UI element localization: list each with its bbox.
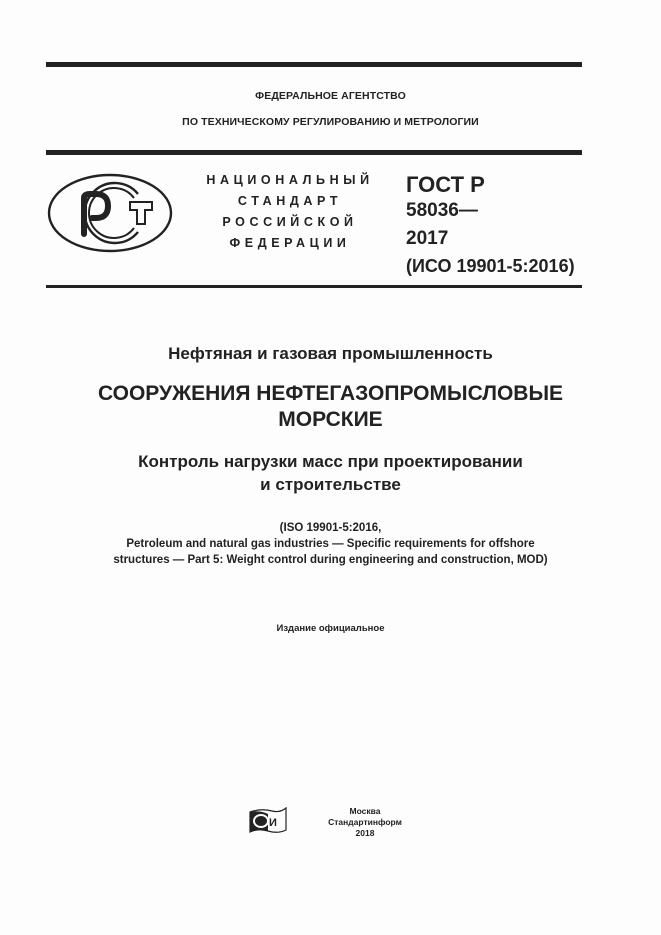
iso-reference-line1: (ISO 19901-5:2016, [279, 522, 382, 534]
document-subtitle-line1: Контроль нагрузки масс при проектировании [138, 452, 523, 471]
document-title-line2: МОРСКИЕ [278, 408, 383, 431]
national-standard-line: РОССИЙСКОЙ [222, 215, 358, 229]
gost-designation-year: 2017 [406, 228, 449, 249]
national-standard-line: НАЦИОНАЛЬНЫЙ [206, 173, 374, 187]
agency-name-line1: ФЕДЕРАЛЬНОЕ АГЕНТСТВО [255, 90, 406, 102]
iso-reference [0, 520, 661, 568]
publisher-city: Москва [349, 806, 381, 816]
agency-name-line2: ПО ТЕХНИЧЕСКОМУ РЕГУЛИРОВАНИЮ И МЕТРОЛОГИИ [182, 116, 479, 128]
standartinform-logo-icon [248, 806, 288, 836]
national-standard-line: СТАНДАРТ [237, 194, 343, 208]
document-subtitle-line2: и строительстве [260, 475, 401, 494]
document-subtitle [0, 450, 661, 496]
top-rule [46, 62, 582, 67]
national-standard-line: ФЕДЕРАЦИИ [229, 236, 351, 250]
national-standard-label [190, 170, 390, 254]
block-bottom-rule [46, 285, 582, 288]
iso-reference-line2: Petroleum and natural gas industries — Specific requirements for offshore [126, 538, 535, 550]
publisher-info [310, 806, 420, 839]
rst-gost-logo-icon [46, 172, 174, 254]
edition-label: Издание официальное [276, 623, 385, 634]
publisher-name: Стандартинформ [328, 817, 402, 827]
iso-reference-line3: structures — Part 5: Weight control during engineering and construction, MOD) [113, 554, 548, 566]
subject-area: Нефтяная и газовая промышленность [168, 344, 493, 363]
svg-text:И: И [269, 817, 277, 829]
gost-designation-number: 58036— [406, 200, 478, 221]
document-title [0, 381, 661, 433]
gost-iso-equivalent: (ИСО 19901-5:2016) [406, 256, 575, 276]
document-title-line1: СООРУЖЕНИЯ НЕФТЕГАЗОПРОМЫСЛОВЫЕ [97, 382, 564, 405]
header-rule [46, 150, 582, 155]
publication-year: 2018 [355, 828, 375, 838]
gost-designation-line1: ГОСТ Р [406, 172, 485, 197]
